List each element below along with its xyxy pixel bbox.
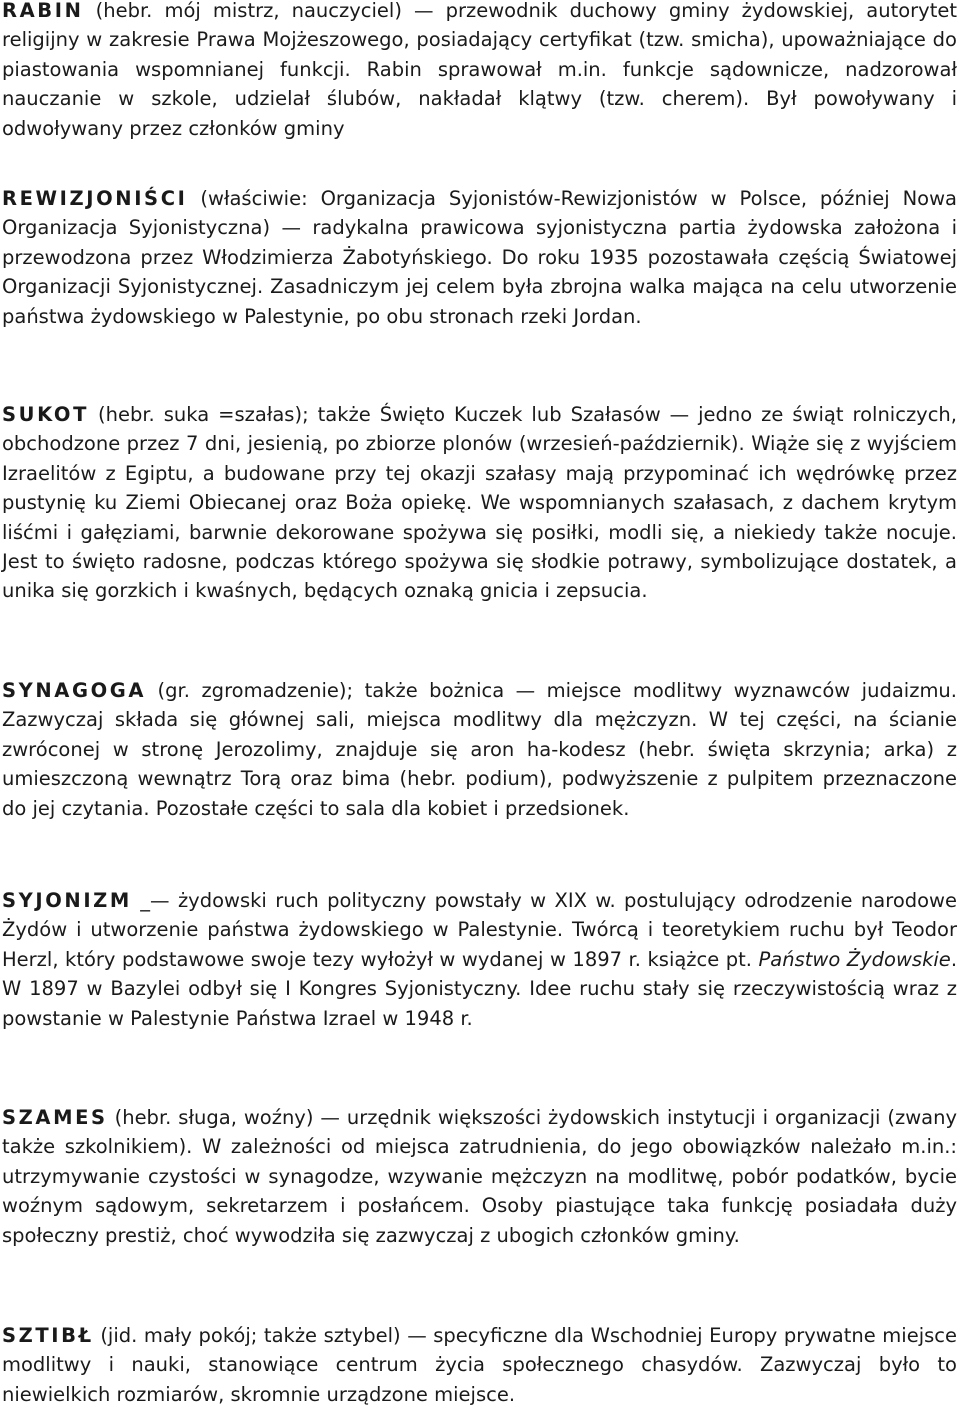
entry-definition: (właściwie: Organizacja Syjonistów-Rewizjonistów w Polsce, później Nowa Organizacja Syjonistyczna) — radykalna prawicowa syjonistyczna partia żydowska założona i przewodzona przez Włodzimierza Żabotyńskiego. Do roku 1935 pozostawała częścią Światowej Organizacji Syjonistycznej. Zasadniczym jej celem była zbrojna walka mająca na celu utworzenie państwa żydowskiego w Palestynie, po obu stronach rzeki Jordan.	[2, 187, 957, 328]
entry-definition: (hebr. mój mistrz, nauczyciel) — przewodnik duchowy gminy żydowskiej, autorytet religijny w zakresie Prawa Mojżeszowego, posiadający certyfikat (tzw. smicha), upoważniające do piastowania wspomnianej funkcji. Rabin sprawował m.in. funkcje sądownicze, nadzorował nauczanie w szkole, udzielał ślubów, nakładał klątwy (tzw. cherem). Był powoływany i odwoływany przez członków gminy	[2, 0, 957, 140]
entry-definition-continued: . W 1897 w Bazylei odbył się I Kongres Syjonistyczny. Idee ruchu stały się rzeczywistością wraz z powstanie w Palestynie Państwa Izrael w 1948 r.	[2, 947, 958, 1030]
entry-definition: (gr. zgromadzenie); także bożnica — miejsce modlitwy wyznawców judaizmu. Zazwyczaj składa się głównej sali, miejsca modlitwy dla mężczyzn. W tej części, na ścianie zwróconej w stronę Jerozolimy, znajduje się aron ha-kodesz (hebr. święta skrzynia; arka) z umieszczoną wewnątrz Torą oraz bima (hebr. podium), podwyższenie z pulpitem przeznaczone do jej czytania. Pozostałe części to sala dla kobiet i przedsionek.	[2, 679, 957, 820]
glossary-entry-rabin	[2, 0, 957, 143]
glossary-entry-synagoga	[2, 676, 957, 823]
glossary-entry-sukot	[2, 400, 957, 606]
entry-definition: _— żydowski ruch polityczny powstały w XIX w. postulujący odrodzenie narodowe Żydów i utworzenie państwa żydowskiego w Palestynie. Twórcą i teoretykiem ruchu był Teodor Herzl, który podstawowe swoje tezy wyłożył w wydanej w 1897 r. książce pt.	[2, 889, 957, 971]
entry-term: SYNAGOGA	[2, 679, 147, 702]
entry-term: SZAMES	[2, 1106, 108, 1129]
glossary-entry-szames	[2, 1103, 957, 1250]
entry-definition: (jid. mały pokój; także sztybel) — specyficzne dla Wschodniej Europy prywatne miejsce modlitwy i nauki, stanowiące centrum życia społecznego chasydów. Zazwyczaj było to niewielkich rozmiarów, skromnie urządzone miejsce.	[2, 1324, 957, 1406]
entry-term: RABIN	[2, 0, 84, 22]
glossary-entry-sztibl	[2, 1321, 957, 1409]
glossary-entry-syjonizm	[2, 886, 957, 1033]
entry-definition: (hebr. sługa, woźny) — urzędnik większości żydowskich instytucji i organizacji (zwany także szkolnikiem). W zależności od miejsca zatrudnienia, do jego obowiązków należało m.in.: utrzymywanie czystości w synagodze, wzywanie mężczyzn na modlitwę, pobór podatków, bycie woźnym sądowym, sekretarzem i posłańcem. Osoby piastujące taka funkcję posiadała duży społeczny prestiż, choć wywodziła się zazwyczaj z ubogich członków gminy.	[2, 1106, 957, 1247]
entry-term: REWIZJONIŚCI	[2, 187, 188, 210]
book-title: Państwo Żydowskie	[758, 947, 951, 971]
entry-definition: (hebr. suka =szałas); także Święto Kuczek lub Szałasów — jedno ze świąt rolniczych, obchodzone przez 7 dni, jesienią, po zbiorze plonów (wrzesień-październik). Wiąże się z wyjściem Izraelitów z Egiptu, a budowane przy tej okazji szałasy mają przypominać ich wędrówkę przez pustynię ku Ziemi Obiecanej oraz Boża opiekę. We wspomnianych szałasach, z dachem krytym liśćmi i gałęziami, barwnie dekorowane spożywa się posiłki, modli się, a niekiedy także nocuje. Jest to święto radosne, podczas którego spożywa się słodkie potrawy, symbolizujące dostatek, a unika się gorzkich i kwaśnych, będących oznaką gnicia i zepsucia.	[2, 403, 957, 603]
entry-term: SUKOT	[2, 403, 89, 426]
glossary-entry-rewizjonisci	[2, 184, 957, 331]
entry-term: SYJONIZM	[2, 889, 132, 912]
entry-term: SZTIBŁ	[2, 1324, 94, 1347]
